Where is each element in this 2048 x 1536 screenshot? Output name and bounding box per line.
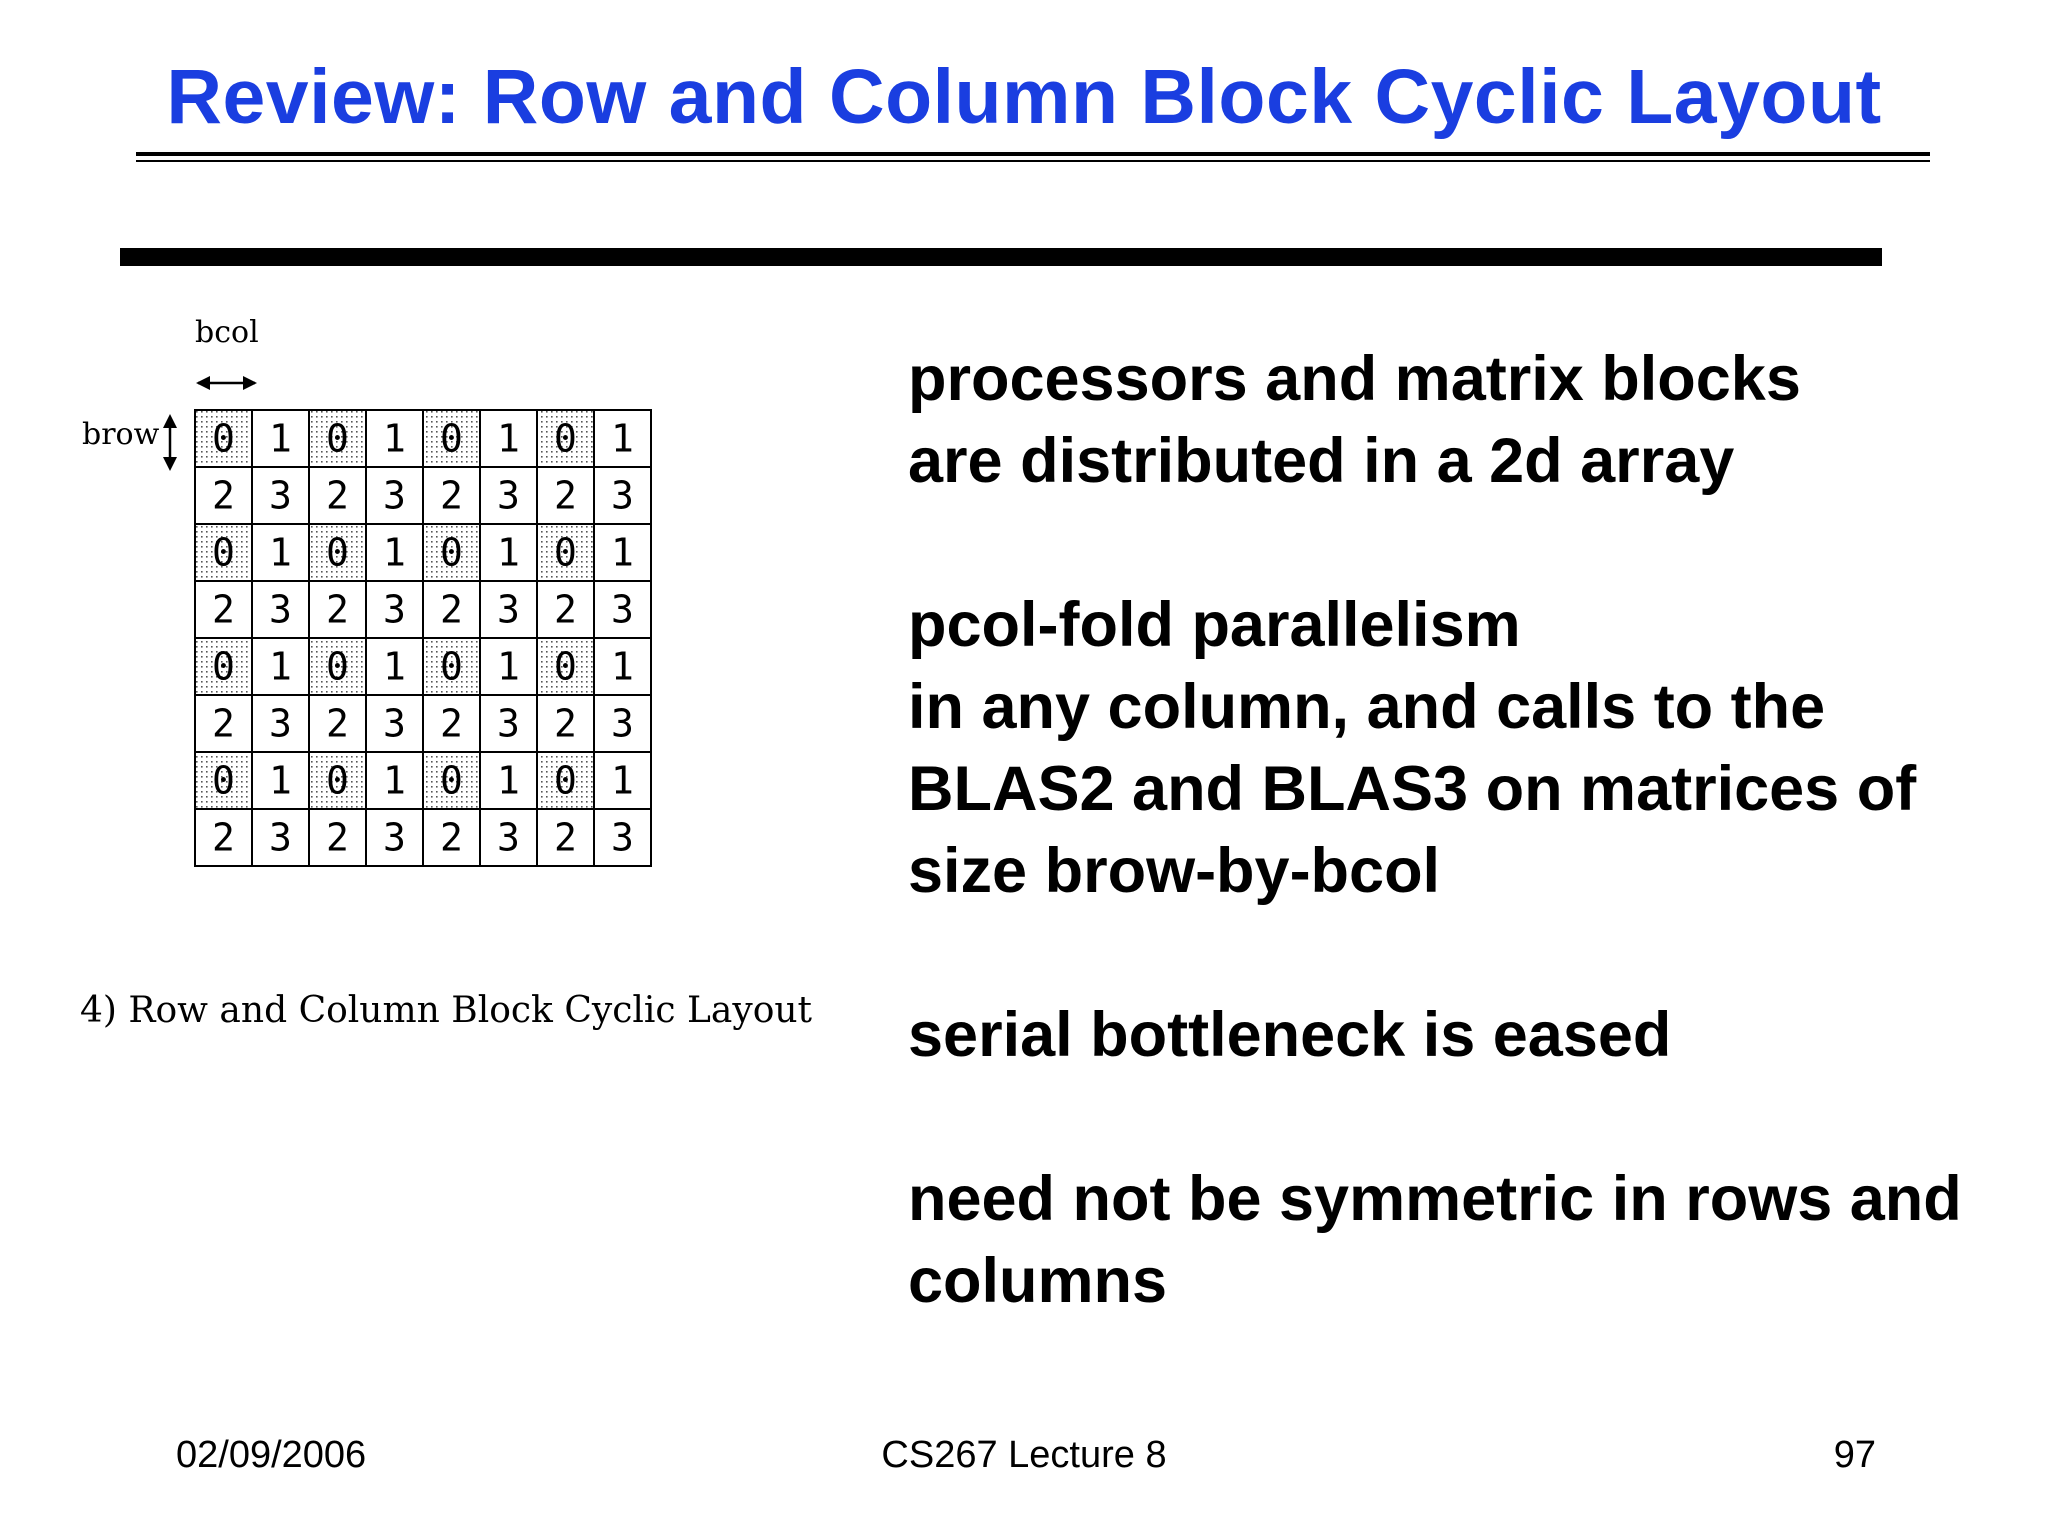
bullet-line: processors and matrix blocks: [908, 344, 1801, 414]
slide-title: Review: Row and Column Block Cyclic Layout: [166, 54, 1882, 140]
grid-cell-label: 3: [611, 815, 634, 860]
grid-cell-label: 2: [440, 815, 463, 860]
bullet-item: [908, 338, 2048, 502]
grid-cell-label: 0: [326, 644, 349, 689]
title-underline-thin: [136, 160, 1930, 162]
grid-cell-label: 1: [611, 530, 634, 575]
grid-cell-label: 2: [326, 701, 349, 746]
block-cyclic-diagram: [60, 310, 860, 1070]
bullet-line: BLAS2 and BLAS3 on matrices of: [908, 754, 1917, 824]
grid-cell-label: 1: [611, 416, 634, 461]
grid-cell-label: 2: [554, 815, 577, 860]
grid-cell-label: 2: [212, 701, 235, 746]
grid-cell-label: 0: [326, 758, 349, 803]
grid-cell-label: 1: [497, 644, 520, 689]
grid-cell-label: 2: [326, 815, 349, 860]
grid-cell-label: 3: [383, 473, 406, 518]
grid-cell-label: 2: [440, 701, 463, 746]
grid-cell-label: 1: [383, 758, 406, 803]
grid-cell-label: 0: [554, 416, 577, 461]
bullet-line: in any column, and calls to the: [908, 672, 1826, 742]
grid-cell-label: 0: [440, 416, 463, 461]
grid-cell-label: 1: [383, 530, 406, 575]
grid-cell-label: 1: [497, 758, 520, 803]
bullet-item: [908, 994, 2048, 1076]
grid-cell-label: 2: [440, 473, 463, 518]
grid-cell-label: 1: [383, 644, 406, 689]
grid-cell-label: 0: [554, 530, 577, 575]
grid-cell-label: 3: [611, 701, 634, 746]
bullet-line: pcol-fold parallelism: [908, 590, 1521, 660]
grid-cell-label: 2: [440, 587, 463, 632]
grid-cell-label: 0: [212, 530, 235, 575]
grid-cell-label: 0: [326, 530, 349, 575]
grid-cell-label: 1: [269, 758, 292, 803]
footer-date: 02/09/2006: [176, 1434, 367, 1476]
grid-cell-label: 0: [212, 758, 235, 803]
grid-cell-label: 2: [326, 587, 349, 632]
title-underline: [136, 152, 1930, 156]
grid-cell-label: 3: [497, 473, 520, 518]
bullet-line: serial bottleneck is eased: [908, 1000, 1672, 1070]
grid-cell-label: 3: [269, 701, 292, 746]
grid-cell-label: 3: [383, 587, 406, 632]
bullet-line: are distributed in a 2d array: [908, 426, 1735, 496]
brow-arrow-icon: [163, 414, 177, 471]
footer-page-number: 97: [1833, 1434, 1876, 1476]
grid-cell-label: 0: [554, 758, 577, 803]
grid-cell-label: 3: [497, 701, 520, 746]
grid-cell-label: 3: [269, 473, 292, 518]
grid-cell-label: 1: [269, 416, 292, 461]
bcol-arrow-icon: [196, 376, 257, 390]
grid-cell-label: 3: [269, 587, 292, 632]
grid-cell-label: 1: [611, 644, 634, 689]
grid-cell-label: 2: [212, 587, 235, 632]
grid-cell-label: 3: [611, 473, 634, 518]
grid-cell-label: 2: [326, 473, 349, 518]
grid-cell-label: 2: [554, 701, 577, 746]
brow-label: brow: [82, 417, 160, 452]
bcol-label: bcol: [195, 315, 259, 350]
processor-grid: [195, 410, 651, 866]
grid-cell-label: 0: [326, 416, 349, 461]
grid-cell-label: 1: [611, 758, 634, 803]
grid-cell-label: 3: [611, 587, 634, 632]
bullet-item: [908, 1158, 2048, 1322]
grid-cell-label: 1: [269, 644, 292, 689]
figure-caption: 4) Row and Column Block Cyclic Layout: [80, 990, 813, 1031]
grid-cell-label: 0: [212, 416, 235, 461]
grid-cell-label: 2: [554, 473, 577, 518]
bullet-item: [908, 584, 2048, 912]
footer-course: CS267 Lecture 8: [881, 1434, 1167, 1476]
grid-cell-label: 0: [554, 644, 577, 689]
grid-cell-label: 0: [440, 530, 463, 575]
grid-cell-label: 3: [497, 587, 520, 632]
grid-cell-label: 1: [383, 416, 406, 461]
grid-cell-label: 0: [212, 644, 235, 689]
bullet-line: need not be symmetric in rows and: [908, 1164, 1962, 1234]
divider-bar: [120, 248, 1882, 266]
grid-cell-label: 3: [383, 701, 406, 746]
grid-cell-label: 0: [440, 758, 463, 803]
grid-cell-label: 2: [212, 473, 235, 518]
grid-cell-label: 2: [554, 587, 577, 632]
grid-cell-label: 1: [497, 416, 520, 461]
grid-cell-label: 3: [269, 815, 292, 860]
bullet-line: size brow-by-bcol: [908, 836, 1441, 906]
grid-cell-label: 0: [440, 644, 463, 689]
grid-cell-label: 1: [497, 530, 520, 575]
grid-cell-label: 1: [269, 530, 292, 575]
grid-cell-label: 3: [497, 815, 520, 860]
block-cyclic-figure: [60, 310, 860, 1070]
grid-cell-label: 2: [212, 815, 235, 860]
grid-cell-label: 3: [383, 815, 406, 860]
bullet-list: [908, 338, 2048, 1404]
bullet-line: columns: [908, 1246, 1168, 1316]
